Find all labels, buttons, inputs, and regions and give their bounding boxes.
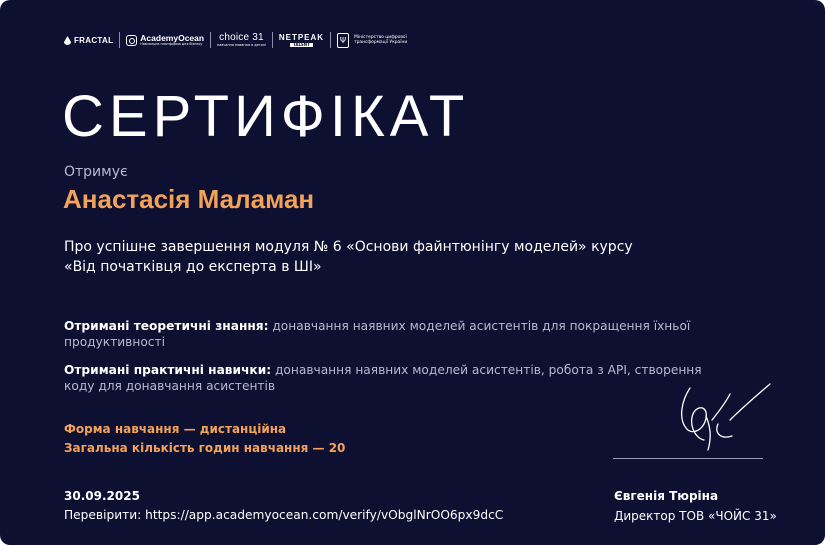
completion-statement <box>64 237 714 277</box>
total-hours: Загальна кількість годин навчання — 20 <box>64 441 346 455</box>
study-form: Форма навчання — дистанційна <box>64 422 287 436</box>
netpeak-logo-name: NETPEAK <box>278 32 325 42</box>
theory-label: Отримані теоретичні знання: <box>64 319 269 333</box>
choice31-logo-name: choice 31 <box>219 31 264 43</box>
certificate-title: СЕРТИФІКАТ <box>62 84 470 149</box>
academyocean-logo-subtitle: Навчальна платформа для бізнесу <box>140 42 203 47</box>
theory-knowledge <box>64 318 724 350</box>
netpeak-logo-subtitle: TALENT <box>290 43 313 47</box>
practical-skills <box>64 362 724 394</box>
logo-divider <box>272 32 273 48</box>
study-details <box>64 420 345 458</box>
theory-text: донавчання наявних моделей асистентів для покращення їхньої продуктивності <box>64 319 691 349</box>
verify-link[interactable]: Перевірити: https://app.academyocean.com/verify/vObglNrOO6px9dcC <box>64 508 504 522</box>
signature-line <box>613 458 763 459</box>
fractal-logo <box>64 36 113 45</box>
signer-name: Євгенія Тюріна <box>614 489 719 503</box>
logo-divider <box>119 32 120 48</box>
signer-role: Директор ТОВ «ЧОЙС 31» <box>614 509 777 523</box>
fractal-drop-icon <box>64 36 71 45</box>
completion-line-1: Про успішне завершення модуля № 6 «Основи файнтюнінгу моделей» курсу <box>64 239 633 255</box>
skills-section <box>64 318 724 406</box>
ministry-logo-text: Міністерство цифрової трансформації України <box>354 34 408 45</box>
receives-label: Отримує <box>64 164 128 180</box>
ministry-logo <box>337 33 424 48</box>
issue-date: 30.09.2025 <box>64 489 140 503</box>
completion-line-2: «Від початківця до експерта в ШІ» <box>64 259 322 275</box>
academyocean-logo <box>126 34 204 47</box>
fractal-logo-text: FRACTAL <box>74 35 114 45</box>
practice-label: Отримані практичні навички: <box>64 363 272 377</box>
logo-divider <box>330 32 331 48</box>
choice31-logo-subtitle: навчання повагою в деталі <box>217 42 266 47</box>
choice31-logo <box>217 33 266 47</box>
academyocean-logo-name: AcademyOcean <box>140 32 205 43</box>
academyocean-badge-icon <box>126 35 137 46</box>
practice-text: донавчання наявних моделей асистентів, робота з API, створення коду для донавчання асистентів <box>64 363 702 393</box>
trident-emblem-icon: Ψ <box>337 33 349 48</box>
netpeak-logo <box>279 34 324 47</box>
recipient-name: Анастасія Маламан <box>63 184 315 214</box>
logo-divider <box>210 32 211 48</box>
handwritten-signature <box>660 380 780 460</box>
partner-logos <box>64 29 424 51</box>
